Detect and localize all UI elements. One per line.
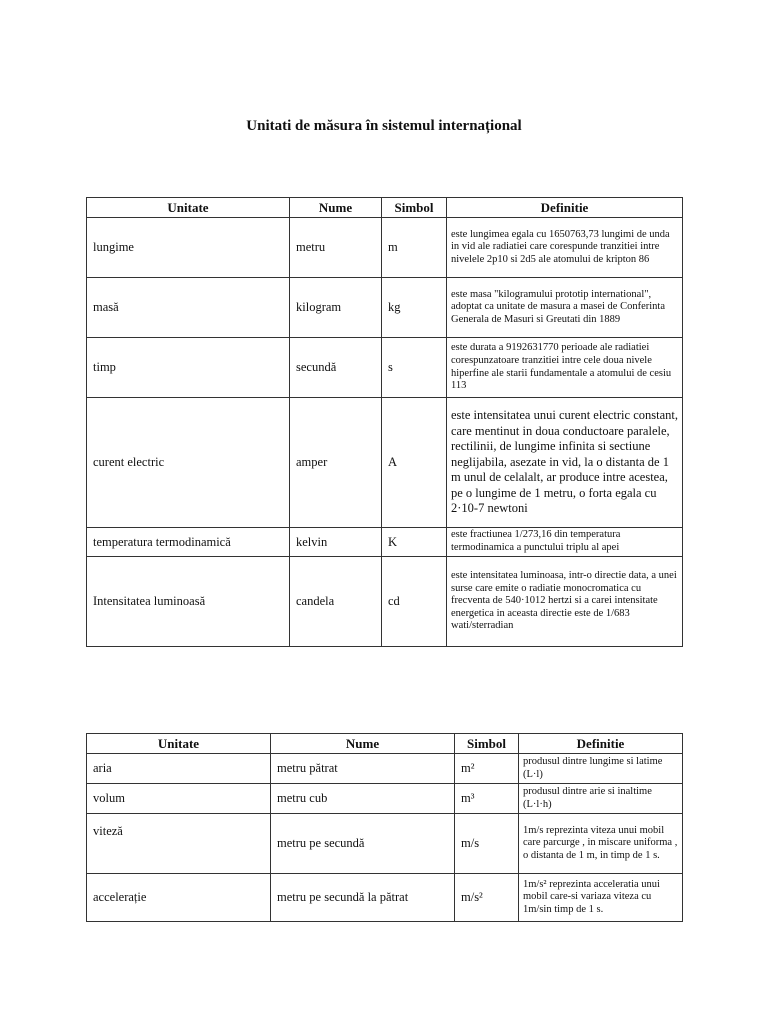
definition-cell: este intensitatea unui curent electric constant, care mentinut in doua conductoare paralele, rectilinii, de lungime infinita si sectiune neglijabila, asezate in vid, la o distanta de 1 m unul de celalalt, ar produce intre acestea, pe o lungime de 1 metru, o forta egala cu 2·10-7 newtoni — [447, 398, 683, 528]
table-row — [87, 874, 683, 922]
name-cell: metru pe secundă la pătrat — [271, 874, 455, 922]
unit-cell: volum — [87, 784, 271, 814]
definition-cell: este intensitatea luminoasa, intr-o directie data, a unei surse care emite o radiatie monocromatica cu frecventa de 540·1012 hertzi si a carei intensitate energetica in aceasta directie este de 1/683 wati/sterradian — [447, 557, 683, 647]
unit-cell: lungime — [87, 218, 290, 278]
name-cell: kilogram — [290, 278, 382, 338]
symbol-cell: m/s² — [455, 874, 519, 922]
table-row — [87, 218, 683, 278]
definition-cell: este fractiunea 1/273,16 din temperatura termodinamica a punctului triplu al apei — [447, 528, 683, 557]
table-row — [87, 557, 683, 647]
header-definitie: Definitie — [447, 198, 683, 218]
unit-cell: Intensitatea luminoasă — [87, 557, 290, 647]
symbol-cell: cd — [382, 557, 447, 647]
definition-cell: 1m/s² reprezinta acceleratia unui mobil care-si variaza viteza cu 1m/sin timp de 1 s. — [519, 874, 683, 922]
table-row — [87, 398, 683, 528]
unit-cell: viteză — [87, 814, 271, 874]
definition-cell: 1m/s reprezinta viteza unui mobil care parcurge , in miscare uniforma , o distanta de 1 m, in timp de 1 s. — [519, 814, 683, 874]
symbol-cell: m — [382, 218, 447, 278]
table-row — [87, 278, 683, 338]
name-cell: secundă — [290, 338, 382, 398]
header-unitate: Unitate — [87, 734, 271, 754]
unit-cell: masă — [87, 278, 290, 338]
name-cell: metru cub — [271, 784, 455, 814]
table-header-row — [87, 198, 683, 218]
definition-cell: este masa "kilogramului prototip international", adoptat ca unitate de masura a masei de Conferinta Generala de Masuri si Greutati din 1889 — [447, 278, 683, 338]
table-row — [87, 814, 683, 874]
definition-cell: produsul dintre lungime si latime (L·l) — [519, 754, 683, 784]
header-nume: Nume — [271, 734, 455, 754]
header-definitie: Definitie — [519, 734, 683, 754]
header-simbol: Simbol — [382, 198, 447, 218]
name-cell: metru pe secundă — [271, 814, 455, 874]
si-base-units-table — [86, 197, 683, 647]
name-cell: amper — [290, 398, 382, 528]
unit-cell: temperatura termodinamică — [87, 528, 290, 557]
page-title: Unitati de măsura în sistemul internațional — [246, 118, 522, 134]
name-cell: candela — [290, 557, 382, 647]
symbol-cell: s — [382, 338, 447, 398]
table-row — [87, 338, 683, 398]
unit-cell: curent electric — [87, 398, 290, 528]
symbol-cell: m³ — [455, 784, 519, 814]
definition-cell: este durata a 9192631770 perioade ale radiatiei corespunzatoare tranzitiei intre cele doua nivele hiperfine ale starii fundamentale a atomului de cesiu 113 — [447, 338, 683, 398]
si-derived-units-table — [86, 733, 683, 922]
symbol-cell: K — [382, 528, 447, 557]
definition-cell: produsul dintre arie si inaltime (L·l·h) — [519, 784, 683, 814]
header-unitate: Unitate — [87, 198, 290, 218]
symbol-cell: m/s — [455, 814, 519, 874]
unit-cell: accelerație — [87, 874, 271, 922]
table-header-row — [87, 734, 683, 754]
header-simbol: Simbol — [455, 734, 519, 754]
definition-cell: este lungimea egala cu 1650763,73 lungimi de unda in vid ale radiatiei care corespunde tranzitiei intre nivelele 2p10 si 2d5 ale atomului de kripton 86 — [447, 218, 683, 278]
table-row — [87, 528, 683, 557]
table-row — [87, 784, 683, 814]
name-cell: kelvin — [290, 528, 382, 557]
name-cell: metru pătrat — [271, 754, 455, 784]
header-nume: Nume — [290, 198, 382, 218]
table-row — [87, 754, 683, 784]
unit-cell: timp — [87, 338, 290, 398]
unit-cell: aria — [87, 754, 271, 784]
symbol-cell: kg — [382, 278, 447, 338]
symbol-cell: m² — [455, 754, 519, 784]
symbol-cell: A — [382, 398, 447, 528]
name-cell: metru — [290, 218, 382, 278]
